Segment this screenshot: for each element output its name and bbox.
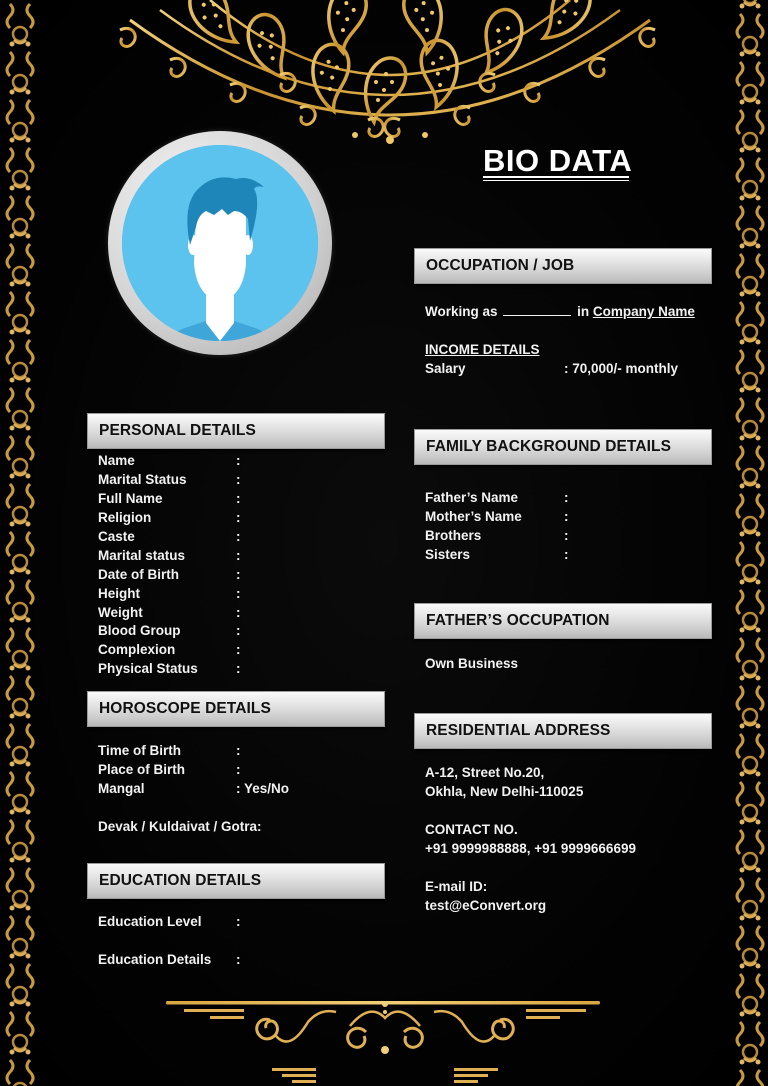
field-label: Mother’s Name [425, 509, 522, 524]
field-label: Religion [98, 510, 152, 525]
field-value: : [236, 762, 241, 777]
field-value: : [236, 491, 241, 506]
field-value: : [236, 914, 241, 929]
field-label: Mangal [98, 781, 145, 796]
field-label: Complexion [98, 642, 176, 657]
field-value: : [236, 567, 241, 582]
email-label: E-mail ID: [425, 879, 488, 894]
field-label: Education Details [98, 952, 212, 967]
field-label: Sisters [425, 547, 471, 562]
field-value: : [236, 453, 241, 468]
salary-label: Salary [425, 361, 466, 376]
page-title: BIO DATA [483, 143, 633, 178]
field-value: : [564, 528, 569, 543]
residential-address-header: RESIDENTIAL ADDRESS [414, 713, 712, 749]
working-as-line [425, 302, 695, 321]
gold-scroll-divider-icon [160, 992, 610, 1086]
gold-chain-border-left-icon [4, 0, 36, 1086]
field-value: : [564, 547, 569, 562]
field-label: Father’s Name [425, 490, 519, 505]
field-value: : [236, 472, 241, 487]
gold-mandala-ornament-icon [100, 0, 680, 155]
field-value: : [236, 743, 241, 758]
field-value: : Yes/No [236, 781, 290, 796]
field-value: : [564, 509, 569, 524]
field-label: Education Level [98, 914, 202, 929]
person-silhouette-icon [122, 145, 318, 341]
field-value: : [564, 490, 569, 505]
field-value: : [236, 661, 241, 676]
field-value: : [236, 623, 241, 638]
title-double-underline [483, 176, 629, 181]
in-label: in [577, 304, 590, 319]
personal-details-header: PERSONAL DETAILS [87, 413, 385, 449]
salary-row [425, 359, 705, 378]
job-title-blank-field[interactable] [503, 304, 571, 316]
gotra-label: Devak / Kuldaivat / Gotra: [98, 819, 262, 834]
email-address[interactable]: test@eConvert.org [425, 898, 547, 913]
profile-photo-frame[interactable] [108, 131, 332, 355]
family-background-header: FAMILY BACKGROUND DETAILS [414, 429, 712, 465]
company-name-link[interactable]: Company Name [592, 304, 695, 319]
address-line-1: A-12, Street No.20, [425, 765, 545, 780]
gold-chain-border-right-icon [734, 0, 766, 1086]
working-as-label: Working as [425, 304, 498, 319]
field-label: Name [98, 453, 135, 468]
field-value: : [236, 952, 241, 967]
horoscope-details-header: HOROSCOPE DETAILS [87, 691, 385, 727]
fathers-occupation-value: Own Business [425, 656, 519, 671]
field-label: Time of Birth [98, 743, 182, 758]
field-label: Full Name [98, 491, 163, 506]
fathers-occupation-header: FATHER’S OCCUPATION [414, 603, 712, 639]
field-label: Marital status [98, 548, 186, 563]
field-label: Brothers [425, 528, 482, 543]
contact-label: CONTACT NO. [425, 822, 518, 837]
field-label: Caste [98, 529, 135, 544]
salary-value: : 70,000/- monthly [564, 361, 679, 376]
field-value: : [236, 586, 241, 601]
field-label: Physical Status [98, 661, 198, 676]
education-details-header: EDUCATION DETAILS [87, 863, 385, 899]
occupation-header: OCCUPATION / JOB [414, 248, 712, 284]
field-value: : [236, 529, 241, 544]
contact-phone-numbers[interactable]: +91 9999988888, +91 9999666699 [425, 841, 636, 856]
field-label: Height [98, 586, 140, 601]
income-details-heading: INCOME DETAILS [425, 342, 540, 357]
field-value: : [236, 605, 241, 620]
field-label: Blood Group [98, 623, 181, 638]
field-label: Place of Birth [98, 762, 186, 777]
field-value: : [236, 548, 241, 563]
field-label: Marital Status [98, 472, 187, 487]
address-line-2: Okhla, New Delhi-110025 [425, 784, 584, 799]
field-label: Weight [98, 605, 143, 620]
field-label: Date of Birth [98, 567, 179, 582]
field-value: : [236, 510, 241, 525]
field-value: : [236, 642, 241, 657]
